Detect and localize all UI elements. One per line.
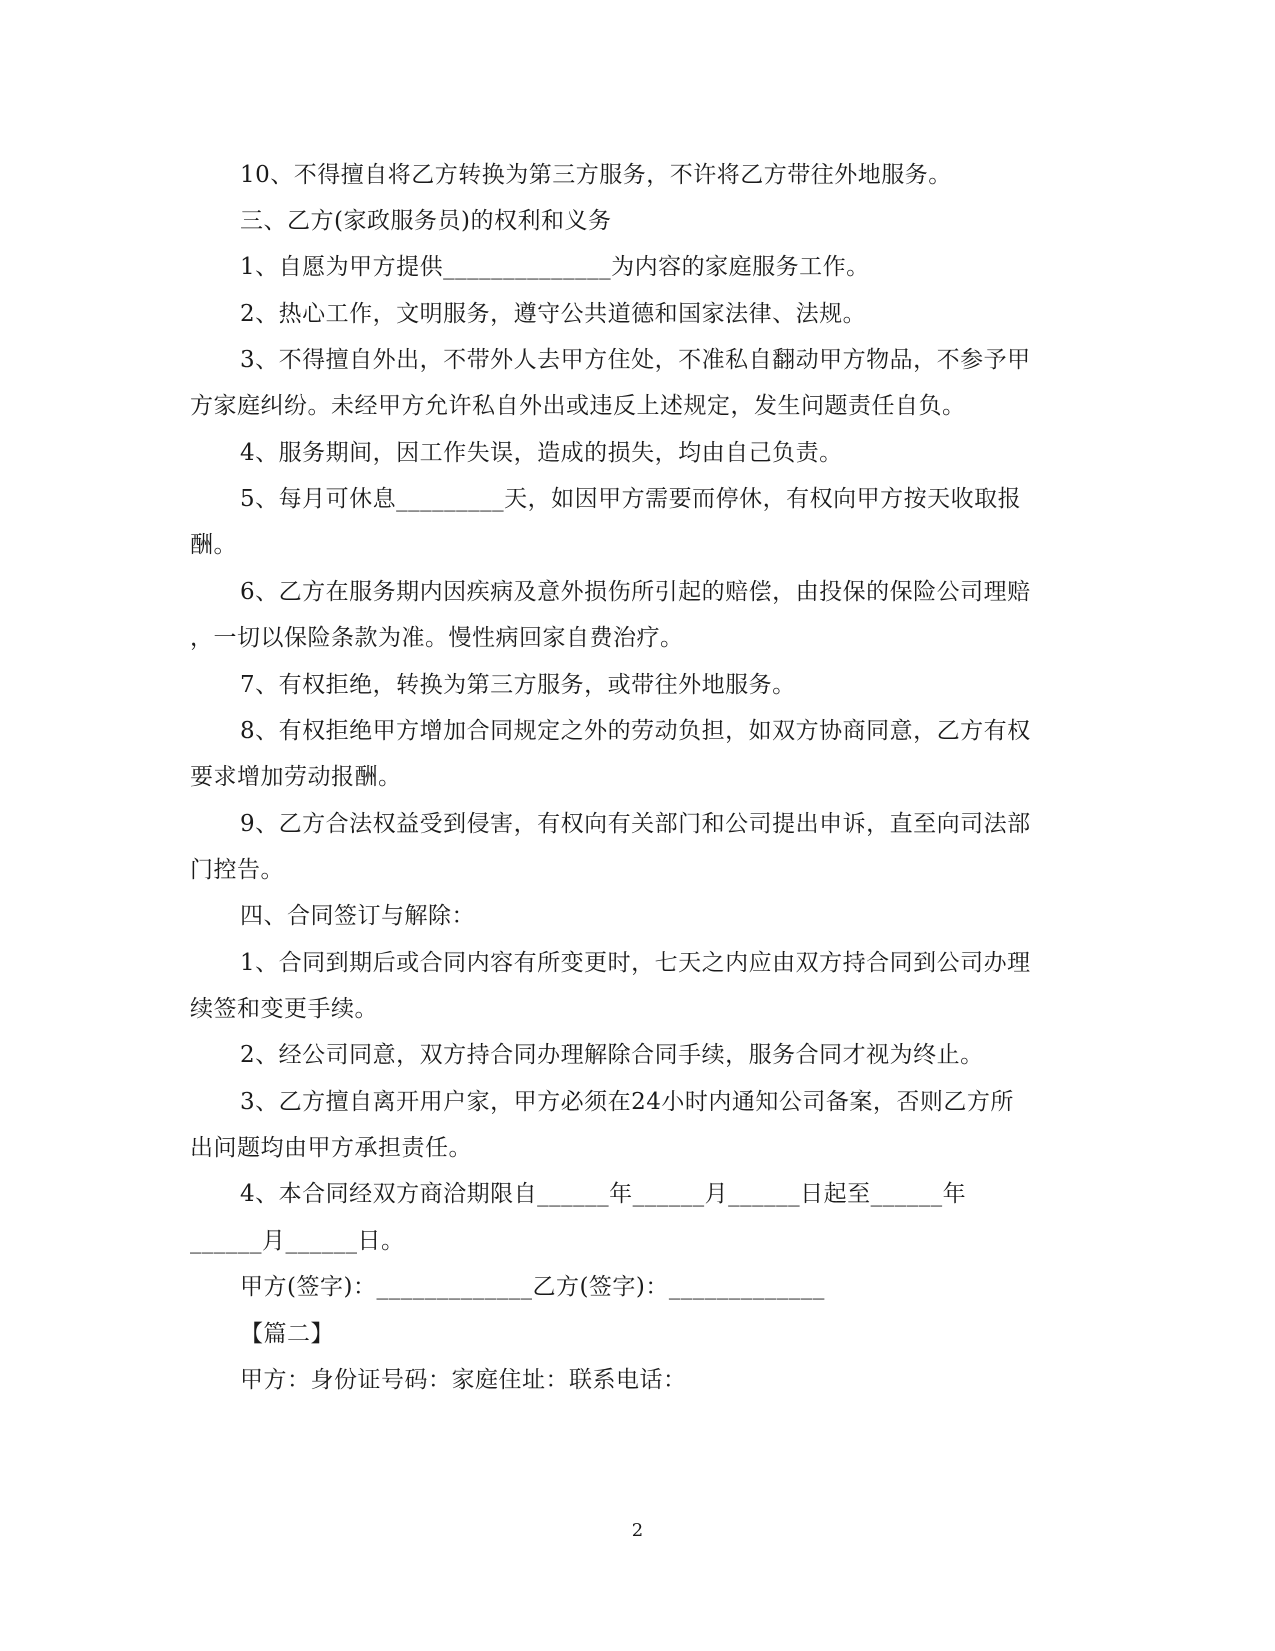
contract-clause-1-line-1: 1、合同到期后或合同内容有所变更时，七天之内应由双方持合同到公司办理 (240, 950, 1031, 976)
contract-clause-3-line-2: 出问题均由甲方承担责任。 (190, 1135, 472, 1161)
clause-3-line-2: 方家庭纠纷。未经甲方允许私自外出或违反上述规定，发生问题责任自负。 (190, 393, 966, 419)
contract-clause-1-line-2: 续签和变更手续。 (190, 996, 378, 1022)
contract-clause-4-line-1: 4、本合同经双方商洽期限自______年______月______日起至______年 (240, 1181, 967, 1207)
part-two-heading: 【篇二】 (240, 1321, 334, 1347)
clause-5-line-1: 5、每月可休息_________天，如因甲方需要而停休，有权向甲方按天收取报 (240, 486, 1022, 512)
page-number: 2 (631, 1520, 644, 1541)
clause-1: 1、自愿为甲方提供______________为内容的家庭服务工作。 (240, 254, 870, 280)
clause-3-line-1: 3、不得擅自外出，不带外人去甲方住处，不准私自翻动甲方物品，不参予甲 (240, 347, 1031, 373)
clause-9-line-2: 门控告。 (190, 857, 284, 883)
contract-clause-2: 2、经公司同意，双方持合同办理解除合同手续，服务合同才视为终止。 (240, 1042, 984, 1068)
contract-clause-3-line-1: 3、乙方擅自离开用户家，甲方必须在24小时内通知公司备案，否则乙方所 (240, 1089, 1014, 1115)
clause-4: 4、服务期间，因工作失误，造成的损失，均由自己负责。 (240, 440, 843, 466)
party-a-info: 甲方：身份证号码：家庭住址：联系电话： (240, 1367, 687, 1393)
clause-8-line-1: 8、有权拒绝甲方增加合同规定之外的劳动负担，如双方协商同意，乙方有权 (240, 718, 1031, 744)
clause-8-line-2: 要求增加劳动报酬。 (190, 764, 402, 790)
clause-9-line-1: 9、乙方合法权益受到侵害，有权向有关部门和公司提出申诉，直至向司法部 (240, 811, 1031, 837)
signature-line: 甲方(签字)：_____________乙方(签字)：_____________ (240, 1274, 825, 1300)
clause-10: 10、不得擅自将乙方转换为第三方服务，不许将乙方带往外地服务。 (240, 162, 952, 188)
contract-clause-4-line-2: ______月______日。 (190, 1228, 405, 1254)
clause-7: 7、有权拒绝，转换为第三方服务，或带往外地服务。 (240, 672, 796, 698)
section-heading-4: 四、合同签订与解除： (240, 903, 475, 929)
clause-5-line-2: 酬。 (190, 532, 237, 558)
section-heading-3: 三、乙方(家政服务员)的权利和义务 (240, 208, 612, 234)
clause-6-line-2: ，一切以保险条款为准。慢性病回家自费治疗。 (190, 625, 684, 651)
clause-2: 2、热心工作，文明服务，遵守公共道德和国家法律、法规。 (240, 301, 867, 327)
clause-6-line-1: 6、乙方在服务期内因疾病及意外损伤所引起的赔偿，由投保的保险公司理赔 (240, 579, 1031, 605)
